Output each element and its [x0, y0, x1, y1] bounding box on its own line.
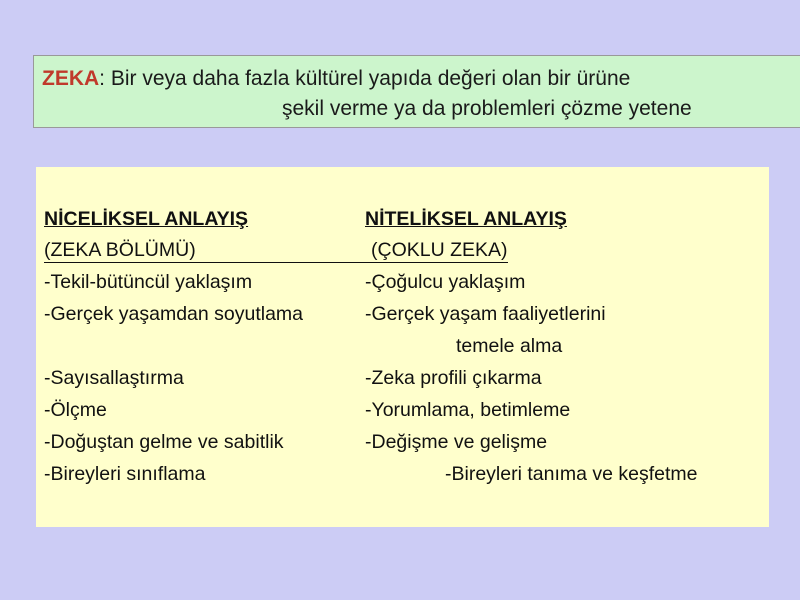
- right-item: -Zeka profili çıkarma: [365, 367, 542, 389]
- definition-box: [33, 55, 800, 128]
- definition-term: ZEKA: [42, 67, 100, 90]
- left-subheading: (ZEKA BÖLÜMÜ): [44, 238, 361, 263]
- definition-line-2: şekil verme ya da problemleri çözme yetene: [282, 97, 692, 120]
- left-item: -Ölçme: [44, 399, 107, 421]
- left-item: -Doğuştan gelme ve sabitlik: [44, 431, 284, 453]
- right-item: -Değişme ve gelişme: [365, 431, 548, 453]
- right-item-continuation: temele alma: [456, 335, 563, 357]
- left-item: -Gerçek yaşamdan soyutlama: [44, 303, 304, 325]
- left-item: -Tekil-bütüncül yaklaşım: [44, 271, 253, 293]
- left-item: -Bireyleri sınıflama: [44, 463, 206, 485]
- left-heading: NİCELİKSEL ANLAYIŞ: [44, 208, 249, 230]
- right-item: -Bireyleri tanıma ve keşfetme: [445, 463, 698, 485]
- definition-line-1: [42, 67, 630, 91]
- left-subheading-row: [44, 238, 508, 263]
- right-heading: NİTELİKSEL ANLAYIŞ: [365, 208, 567, 230]
- right-subheading: (ÇOKLU ZEKA): [361, 238, 508, 263]
- left-item: -Sayısallaştırma: [44, 367, 184, 389]
- right-item: -Çoğulcu yaklaşım: [365, 271, 526, 293]
- comparison-box: [36, 167, 769, 527]
- right-item: -Yorumlama, betimleme: [365, 399, 571, 421]
- definition-text-1: : Bir veya daha fazla kültürel yapıda değeri olan bir ürüne: [99, 67, 631, 90]
- right-item: -Gerçek yaşam faaliyetlerini: [365, 303, 606, 325]
